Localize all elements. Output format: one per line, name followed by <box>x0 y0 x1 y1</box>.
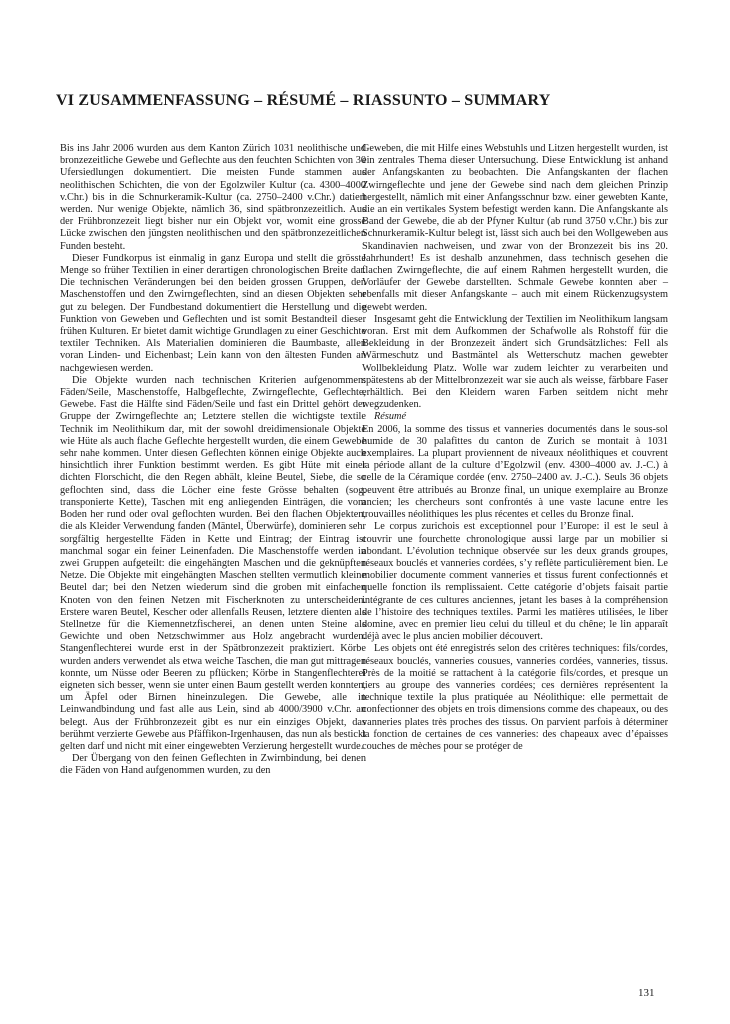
left-column <box>60 143 366 778</box>
paragraph: Insgesamt geht die Entwicklung der Textilien im Neolithikum langsam voran. Erst mit dem Aufkommen der Schafwolle als Rohstoff für die Bekleidung in der Bronzezeit ändert sich Grundsätzliches: Fell als Wärmeschutz und Bastmäntel als Wetterschutz machen gewebter Wollbekleidung Platz. Wolle war zudem leichter zu verarbeiten und spätestens ab der Mittelbronzezeit war sie auch als weisse, färbbare Faser erhältlich. Bei den Kleidern waren Farben seitdem nicht mehr wegzudenken. <box>362 313 668 411</box>
paragraph: Geweben, die mit Hilfe eines Webstuhls und Litzen hergestellt wurden, ist ein zentrales Thema dieser Untersuchung. Diese Entwicklung ist anhand der Anfangskanten zu beobachten. Die Anfangskanten der flachen Zwirngeflechte und jene der Gewebe sind nach dem gleichen Prinzip hergestellt, nämlich mit einer Anfangsschnur bzw. einer gewebten Kante, die an ein vertikales System befestigt werden kann. Die Anfangskante als Band der Gewebe, die ab der Pfyner Kultur (ab rund 3750 v.Chr.) bis zur Schnurkeramik-Kultur belegt ist, lässt sich auch bei den Wollgeweben aus Skandinavien nachweisen, und zwar von der Bronzezeit bis ins 20. Jahrhundert! Es ist deshalb anzunehmen, dass technisch gesehen die flachen Zwirngeflechte, die auf einem Rahmen hergestellt wurden, die Vorläufer der Gewebe darstellten. Schmale Gewebe konnten aber – ebenfalls mit dieser Anfangskante – auch mit einem Rückenzugsystem gewebt werden. <box>362 143 668 313</box>
paragraph: Les objets ont été enregistrés selon des critères techniques: fils/cordes, réseaux bouclés, vanneries cousues, vanneries cordées, vanneries, tissus. Près de la moitié se rattachent à la catégorie fils/cordes, et presque un tiers au groupe des vanneries cordées; ces dernières représentent la technique textile la plus pratiquée au Néolithique: elle permettait de confectionner des objets en trois dimensions comme des chapeaux, ou des vanneries plates très proches des tissus. On parvient parfois à déterminer la fonction de certaines de ces vanneries: des chapeaux avec d’épaisses couches de mèches pour se protéger de <box>362 643 668 752</box>
paragraph: En 2006, la somme des tissus et vanneries documentés dans le sous-sol humide de 30 palafittes du canton de Zurich se montait à 1031 exemplaires. La plupart proviennent de niveaux néolithiques et couvrent la période allant de la culture d’Egolzwil (env. 4300–4000 av. J.-C.) à celle de la Céramique cordée (env. 2750–2400 av. J.-C.). Seuls 36 objets peuvent être attribués au Bronze final, un unique exemplaire au Bronze ancien; les chercheurs sont confrontés à une vaste lacune entre les trouvailles néolithiques les plus récentes et celles du Bronze final. <box>362 423 668 521</box>
paragraph: Le corpus zurichois est exceptionnel pour l’Europe: il est le seul à couvrir une fourchette chronologique aussi large par un mobilier si abondant. L’évolution technique observée sur les deux grands groupes, réseaux bouclés et vanneries cordées, s’y reflète particulièrement bien. Le mobilier documente comment vanneries et tissus furent confectionnés et quelle fonction ils remplissaient. Cette catégorie d’objets faisait partie intégrante de ces cultures anciennes, jetant les bases à la compréhension de l’histoire des techniques textiles. Parmi les matières utilisées, le liber domine, avec en premier lieu celui du tilleul et du chêne; le lin apparaît déjà avec le plus ancien mobilier découvert. <box>362 521 668 643</box>
section-heading-resume: Résumé <box>374 411 407 423</box>
paragraph: Bis ins Jahr 2006 wurden aus dem Kanton Zürich 1031 neolithische und bronzezeitliche Gewebe und Geflechte aus den feuchten Schichten von 30 Ufersiedlungen dokumentiert. Die meisten Funde stammen aus neolithischen Schichten, die von der Egolzwiler Kultur (ca. 4300–4000 v.Chr.) bis in die Schnurkeramik-Kultur (ca. 2750–2400 v.Chr.) datiert werden. Nur wenige Objekte, nämlich 36, sind spätbronzezeitlich. Aus der Frühbronzezeit liegt bisher nur ein Objekt vor, womit eine grosse Lücke zwischen den jüngsten neolithischen und den spätbronzezeitlichen Funden besteht. <box>60 143 366 252</box>
paragraph: Dieser Fundkorpus ist einmalig in ganz Europa und stellt die grösste Menge so früher Textilien in einer derartigen chronologischen Breite dar. Die technischen Veränderungen bei den beiden grossen Gruppen, den Maschenstoffen und den Zwirngeflechten, sind an diesen Objekten sehr gut zu belegen. Der Fundbestand dokumentiert die Herstellung und die Funktion von Geweben und Geflechten und ist somit Bestandteil dieser frühen Kulturen. Er bietet damit wichtige Grundlagen zu einer Geschichte textiler Techniken. Als Materialien dominieren die Baumbaste, allen voran Linden- und Eichenbast; Lein kann von den ältesten Funden an nachgewiesen werden. <box>60 252 366 374</box>
paragraph: Der Übergang von den feinen Geflechten in Zwirnbindung, bei denen die Fäden von Hand aufgenommen wurden, zu den <box>60 753 366 777</box>
page-number: 131 <box>638 987 655 999</box>
right-column <box>362 143 668 753</box>
page-title: VI ZUSAMMENFASSUNG – RÉSUMÉ – RIASSUNTO – SUMMARY <box>56 92 551 109</box>
paragraph: Die Objekte wurden nach technischen Kriterien aufgenommen: Fäden/Seile, Maschenstoffe, Halbgeflechte, Zwirngeflechte, Geflechte, Gewebe. Fast die Hälfte sind Fäden/Seile und fast ein Drittel gehört der Gruppe der Zwirngeflechte an; Letztere stellen die wichtigste textile Technik im Neolithikum dar, mit der sowohl dreidimensionale Objekte wie Hüte als auch flache Geflechte hergestellt wurden, die einem Gewebe sehr nahe kommen. Unter diesen Geflechten können einige Objekte auch hinsichtlich ihrer Funktion bestimmt werden. Es gibt Hüte mit einer dichten Florschicht, die den Regen abhält, kleine Beutel, Siebe, die so geflochten sind, dass die Löcher eine feste Grösse behalten (sog. transponierte Kette), Taschen mit eng anliegenden Einträgen, die vom Boden her rund oder oval geflochten wurden. Bei den flachen Objekten, die als Kleider Verwendung fanden (Mäntel, Überwürfe), dominieren sehr sorgfältig hergestellte Fäden in Kette und Eintrag; der Eintrag ist manchmal sogar ein feiner Leinenfaden. Die Maschenstoffe werden in zwei Gruppen aufgeteilt: die eingehängten Maschen und die geknüpften Netze. Die Objekte mit eingehängten Maschen stellten vermutlich kleine Beutel dar; bei den Netzen wiederum sind die groben mit einfachen Knoten von den feinen Netzen mit Fischerknoten zu unterscheiden. Erstere waren Beutel, Kescher oder allenfalls Reusen, letztere dienten als Stellnetze für die Kiemennetzfischerei, an denen unten Steine als Gewichte und oben Netzschwimmer aus Holz angebracht wurden. Stangenflechterei wurde erst in der Spätbronzezeit praktiziert. Körbe wurden anders verwendet als etwa weiche Taschen, die man gut mittragen konnte, um Nüsse oder Beeren zu pflücken; Körbe in Stangenflechterei eigneten sich besser, wenn sie unter einen Baum gestellt werden konnten, um Äpfel oder Birnen hineinzulegen. Die Gewebe, alle in Leinwandbindung und fast alle aus Lein, sind ab 4000/3900 v.Chr. an belegt. Aus der Frühbronzezeit gibt es nur ein einziges Objekt, das berühmt verzierte Gewebe aus Pfäffikon-Irgenhausen, das nun als bestickt gelten darf und nicht mit einer eingewebten Verzierung hergestellt wurde. <box>60 374 366 752</box>
